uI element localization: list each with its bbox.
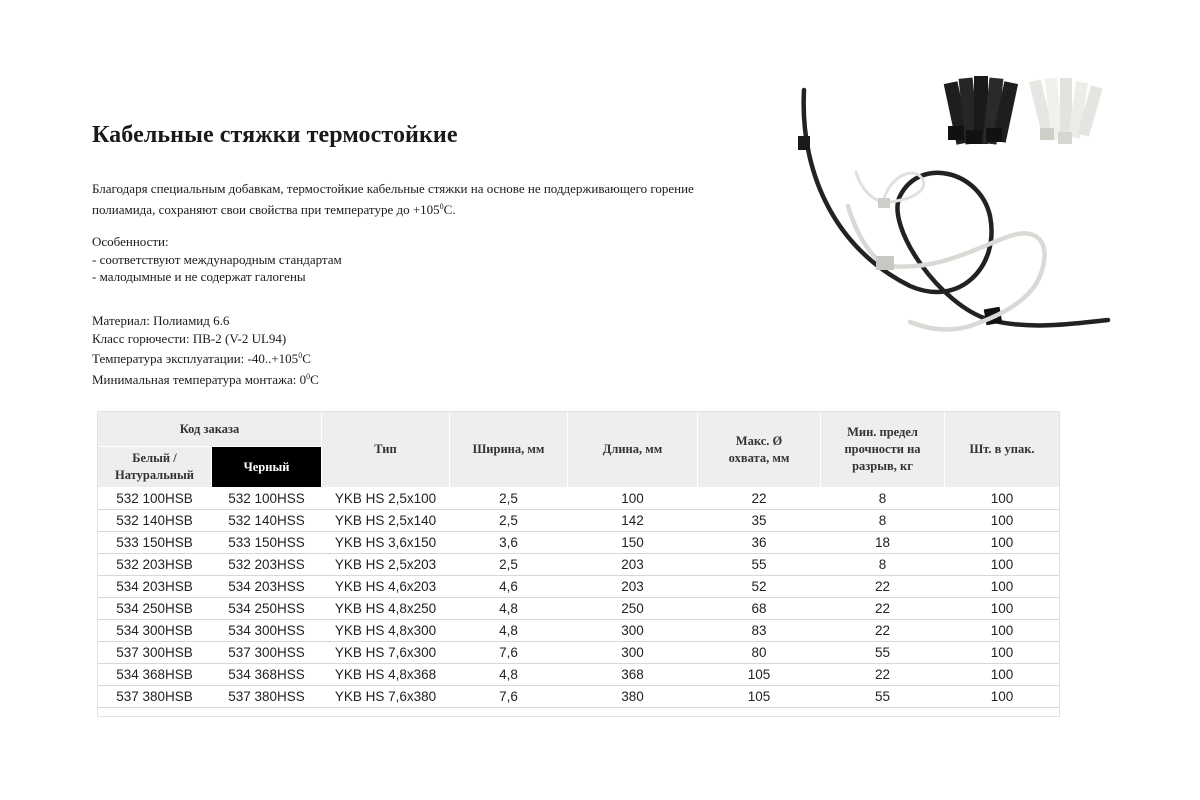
- table-row: [98, 642, 1060, 664]
- table-row: [98, 598, 1060, 620]
- header-order-code: Код заказа: [98, 412, 322, 447]
- cell-length: 203: [568, 576, 698, 598]
- cell-pack-qty: 100: [945, 576, 1060, 598]
- specs-block: [92, 312, 319, 388]
- cell-code-white: 537 300HSB: [98, 642, 212, 664]
- cell-code-white: 532 100HSB: [98, 488, 212, 510]
- cell-min-strength: 22: [821, 598, 945, 620]
- cell-pack-qty: 100: [945, 642, 1060, 664]
- cell-max-diameter: 55: [698, 554, 821, 576]
- table-row: [98, 664, 1060, 686]
- cell-pack-qty: 100: [945, 510, 1060, 532]
- cell-code-white: 532 140HSB: [98, 510, 212, 532]
- spec-table: [97, 411, 1060, 708]
- cell-type: YKB HS 3,6x150: [322, 532, 450, 554]
- cable-ties-illustration: [790, 76, 1120, 346]
- cell-length: 380: [568, 686, 698, 708]
- cell-length: 250: [568, 598, 698, 620]
- table-body: [98, 488, 1060, 708]
- feature-item: - соответствуют международным стандартам: [92, 251, 342, 267]
- cell-type: YKB HS 2,5x203: [322, 554, 450, 576]
- description-line-1: Благодаря специальным добавкам, термостойкие кабельные стяжки на основе не поддерживающего горение: [92, 181, 694, 196]
- cell-min-strength: 8: [821, 510, 945, 532]
- cell-code-white: 537 380HSB: [98, 686, 212, 708]
- cell-width: 3,6: [450, 532, 568, 554]
- cell-type: YKB HS 4,6x203: [322, 576, 450, 598]
- cell-type: YKB HS 4,8x368: [322, 664, 450, 686]
- spec-operating-temp: Температура эксплуатации: $-40..+105^0С$: [92, 351, 311, 366]
- white-tie-bundle: [1029, 78, 1103, 144]
- cell-min-strength: 55: [821, 686, 945, 708]
- cell-min-strength: 18: [821, 532, 945, 554]
- cell-pack-qty: 100: [945, 620, 1060, 642]
- description: [92, 180, 772, 219]
- table-row: [98, 576, 1060, 598]
- cell-max-diameter: 22: [698, 488, 821, 510]
- table-row: [98, 510, 1060, 532]
- cell-pack-qty: 100: [945, 598, 1060, 620]
- cell-code-black: 537 380HSS: [212, 686, 322, 708]
- cell-length: 150: [568, 532, 698, 554]
- cell-pack-qty: 100: [945, 686, 1060, 708]
- cell-type: YKB HS 7,6x380: [322, 686, 450, 708]
- cell-length: 368: [568, 664, 698, 686]
- cell-width: 2,5: [450, 510, 568, 532]
- feature-item: - малодымные и не содержат галогены: [92, 269, 306, 284]
- table-row: [98, 532, 1060, 554]
- cell-max-diameter: 36: [698, 532, 821, 554]
- cell-code-white: 533 150HSB: [98, 532, 212, 554]
- cell-code-black: 537 300HSS: [212, 642, 322, 664]
- features-block: [92, 233, 342, 286]
- cell-code-black: 532 100HSS: [212, 488, 322, 510]
- cell-max-diameter: 80: [698, 642, 821, 664]
- cell-length: 300: [568, 620, 698, 642]
- black-tie-bundle: [944, 76, 1018, 145]
- cell-min-strength: 22: [821, 664, 945, 686]
- header-pack-qty: Шт. в упак.: [945, 412, 1060, 488]
- header-min-strength: Мин. предел прочности на разрыв, кг: [821, 412, 945, 488]
- cell-code-black: 533 150HSS: [212, 532, 322, 554]
- spec-min-install-temp: Минимальная температура монтажа: $0^0С$: [92, 371, 319, 387]
- cell-code-white: 534 203HSB: [98, 576, 212, 598]
- cell-code-black: 534 368HSS: [212, 664, 322, 686]
- cell-max-diameter: 105: [698, 686, 821, 708]
- cell-width: 7,6: [450, 642, 568, 664]
- cell-code-white: 534 250HSB: [98, 598, 212, 620]
- cell-type: YKB HS 4,8x300: [322, 620, 450, 642]
- cell-pack-qty: 100: [945, 554, 1060, 576]
- table-row: [98, 488, 1060, 510]
- table-row: [98, 686, 1060, 708]
- cell-type: YKB HS 2,5x140: [322, 510, 450, 532]
- cell-length: 142: [568, 510, 698, 532]
- cell-code-black: 534 250HSS: [212, 598, 322, 620]
- header-length: Длина, мм: [568, 412, 698, 488]
- cell-code-black: 534 300HSS: [212, 620, 322, 642]
- cell-pack-qty: 100: [945, 664, 1060, 686]
- header-max-diameter: Макс. Ø охвата, мм: [698, 412, 821, 488]
- cell-type: YKB HS 2,5x100: [322, 488, 450, 510]
- spec-flammability: Класс горючести: ПВ-2 (V-2 UL94): [92, 330, 287, 346]
- description-line-2: полиамида, сохраняют свои свойства при температуре до $+105^0С$.: [92, 202, 456, 217]
- cell-max-diameter: 68: [698, 598, 821, 620]
- cell-code-white: 534 368HSB: [98, 664, 212, 686]
- cell-min-strength: 55: [821, 642, 945, 664]
- cell-width: 4,8: [450, 620, 568, 642]
- cell-max-diameter: 35: [698, 510, 821, 532]
- cell-width: 2,5: [450, 554, 568, 576]
- cell-type: YKB HS 7,6x300: [322, 642, 450, 664]
- cell-max-diameter: 52: [698, 576, 821, 598]
- cell-code-black: 534 203HSS: [212, 576, 322, 598]
- cell-min-strength: 8: [821, 554, 945, 576]
- cell-width: 2,5: [450, 488, 568, 510]
- cell-width: 7,6: [450, 686, 568, 708]
- cell-min-strength: 22: [821, 576, 945, 598]
- header-black: Черный: [212, 447, 322, 488]
- features-heading: Особенности:: [92, 234, 169, 249]
- cell-width: 4,8: [450, 598, 568, 620]
- page-title: Кабельные стяжки термостойкие: [92, 122, 458, 148]
- cell-length: 203: [568, 554, 698, 576]
- cell-pack-qty: 100: [945, 532, 1060, 554]
- header-type: Тип: [322, 412, 450, 488]
- header-width: Ширина, мм: [450, 412, 568, 488]
- cell-code-black: 532 140HSS: [212, 510, 322, 532]
- cell-max-diameter: 105: [698, 664, 821, 686]
- table-row: [98, 554, 1060, 576]
- cell-type: YKB HS 4,8x250: [322, 598, 450, 620]
- cell-min-strength: 8: [821, 488, 945, 510]
- table-row: [98, 620, 1060, 642]
- spec-material: Материал: Полиамид 6.6: [92, 313, 230, 328]
- cell-code-white: 532 203HSB: [98, 554, 212, 576]
- cell-width: 4,6: [450, 576, 568, 598]
- cell-length: 300: [568, 642, 698, 664]
- cell-code-black: 532 203HSS: [212, 554, 322, 576]
- cell-max-diameter: 83: [698, 620, 821, 642]
- header-white: Белый / Натуральный: [98, 447, 212, 488]
- cell-length: 100: [568, 488, 698, 510]
- cell-pack-qty: 100: [945, 488, 1060, 510]
- cell-width: 4,8: [450, 664, 568, 686]
- cell-code-white: 534 300HSB: [98, 620, 212, 642]
- cell-min-strength: 22: [821, 620, 945, 642]
